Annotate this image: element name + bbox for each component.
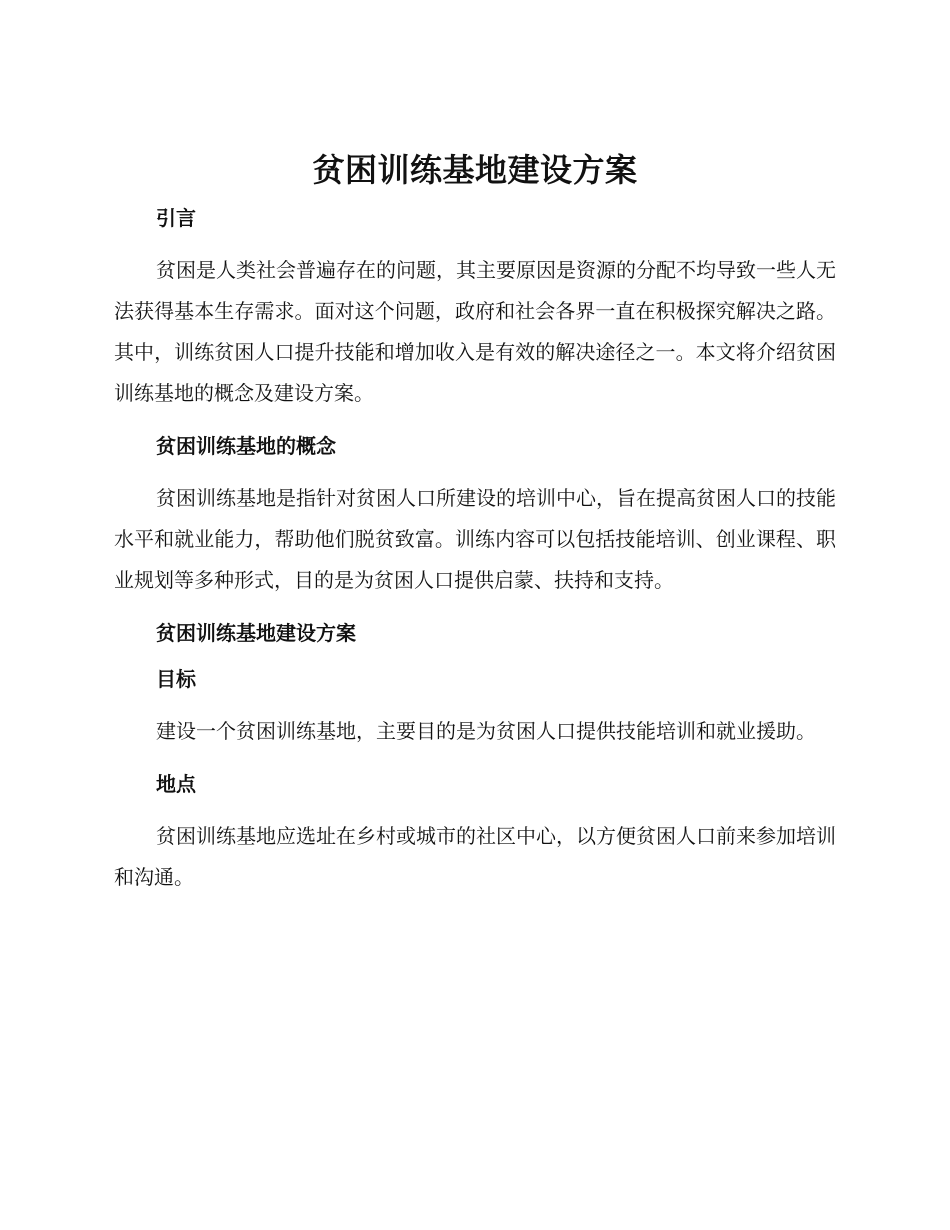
section-body-concept: 贫困训练基地是指针对贫困人口所建设的培训中心，旨在提高贫困人口的技能水平和就业能力，帮助他们脱贫致富。训练内容可以包括技能培训、创业课程、职业规划等多种形式，目的是为贫困人口提供启蒙、扶持和支持。 [114, 486, 836, 592]
section-heading-concept: 贫困训练基地的概念 [156, 434, 336, 458]
section-body-goal: 建设一个贫困训练基地，主要目的是为贫困人口提供技能培训和就业援助。 [156, 719, 816, 743]
section-heading-goal: 目标 [156, 667, 196, 691]
section-body-intro: 贫困是人类社会普遍存在的问题，其主要原因是资源的分配不均导致一些人无法获得基本生存需求。面对这个问题，政府和社会各界一直在积极探究解决之路。其中，训练贫困人口提升技能和增加收入是有效的解决途径之一。本文将介绍贫困训练基地的概念及建设方案。 [114, 258, 836, 405]
section-heading-intro: 引言 [156, 206, 196, 230]
section-heading-location: 地点 [156, 772, 196, 796]
document-title: 贫困训练基地建设方案 [312, 151, 638, 189]
section-body-location: 贫困训练基地应选址在乡村或城市的社区中心，以方便贫困人口前来参加培训和沟通。 [114, 824, 836, 889]
section-heading-plan: 贫困训练基地建设方案 [156, 621, 356, 645]
